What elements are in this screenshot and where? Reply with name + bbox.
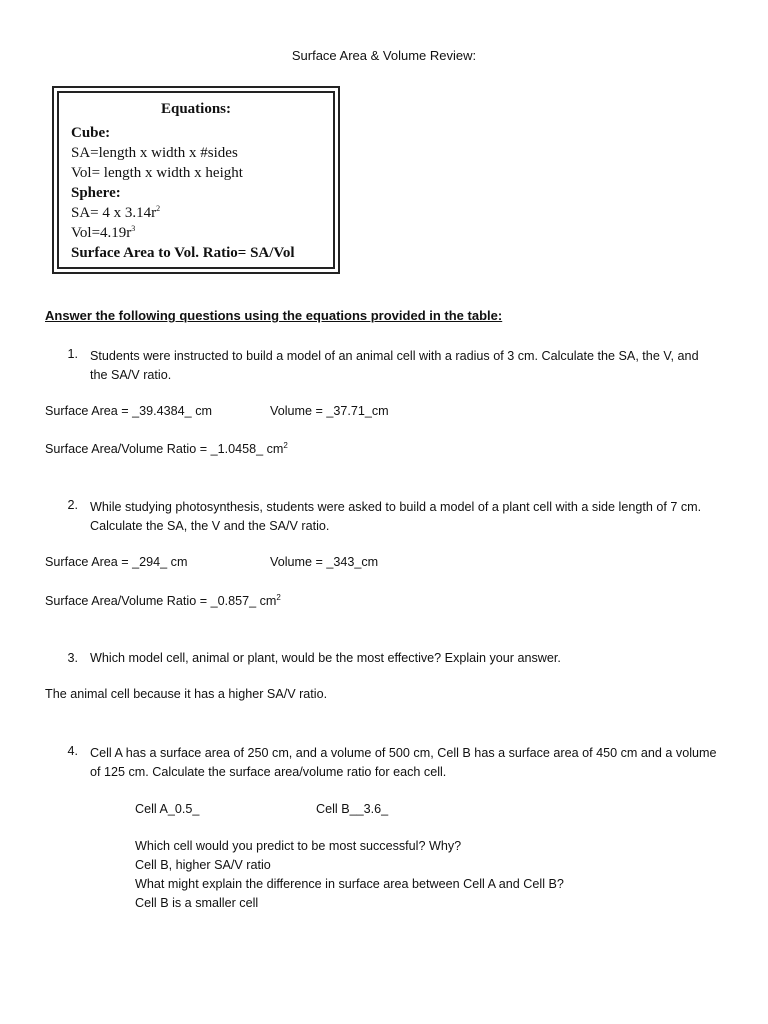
sphere-sa-text: SA= 4 x 3.14r [71,205,157,221]
equations-heading: Equations: [160,101,232,117]
q4-text: Cell A has a surface area of 250 cm, and a volume of 500 cm, Cell B has a surface area of 450 cm and a volume of 125 cm. Calculate the surface area/volume ratio for each cell. [90,746,717,779]
q1-ratio [45,442,288,456]
page-title: Surface Area & Volume Review: [291,48,477,63]
q3-answer: The animal cell because it has a higher SA/V ratio. [45,687,328,701]
q1-volume: Volume = _37.71_cm [270,404,389,418]
q4-cell-a: Cell A_0.5_ [135,802,200,816]
q1-ratio-text: Surface Area/Volume Ratio = _1.0458_ cm [45,442,284,456]
q2-ratio-text: Surface Area/Volume Ratio = _0.857_ cm [45,594,277,608]
q3-text: Which model cell, animal or plant, would be the most effective? Explain your answer. [90,651,561,665]
q2-ratio [45,594,281,608]
q4-cell-b: Cell B__3.6_ [316,802,389,816]
sphere-vol-exponent: 3 [131,224,136,233]
ratio-formula: Surface Area to Vol. Ratio= SA/Vol [71,245,295,261]
q3-number: 3. [67,651,78,665]
sphere-label: Sphere: [71,185,121,201]
sphere-vol-text: Vol=4.19r [71,225,132,241]
q2-number: 2. [67,498,78,512]
q2-ratio-exponent: 2 [276,592,281,602]
q2-text: While studying photosynthesis, students were asked to build a model of a plant cell with a side length of 7 cm. Calculate the SA, the V and the SA/V ratio. [90,500,702,533]
q2-volume: Volume = _343_cm [270,555,379,569]
q4-subanswer-2: Cell B is a smaller cell [135,896,259,910]
q4-subquestion-1: Which cell would you predict to be most successful? Why? [135,839,462,853]
q1-surface-area: Surface Area = _39.4384_ cm [45,404,212,418]
sphere-sa-formula [71,203,333,223]
q2-surface-area: Surface Area = _294_ cm [45,555,188,569]
sphere-sa-exponent: 2 [156,204,161,213]
q4-subanswer-1: Cell B, higher SA/V ratio [135,858,271,872]
equations-inner [57,91,335,269]
q1-ratio-exponent: 2 [283,440,288,450]
instructions-heading: Answer the following questions using the equations provided in the table: [45,308,503,323]
q1-text: Students were instructed to build a model of an animal cell with a radius of 3 cm. Calculate the SA, the V, and the SA/V ratio. [90,349,699,382]
equations-box [52,86,340,274]
sphere-vol-formula [71,223,333,243]
cube-vol-formula: Vol= length x width x height [71,165,243,181]
q1-number: 1. [67,347,78,361]
cube-sa-formula: SA=length x width x #sides [71,145,238,161]
q4-number: 4. [67,744,78,758]
q4-subquestion-2: What might explain the difference in surface area between Cell A and Cell B? [135,877,564,891]
cube-label: Cube: [71,125,111,141]
